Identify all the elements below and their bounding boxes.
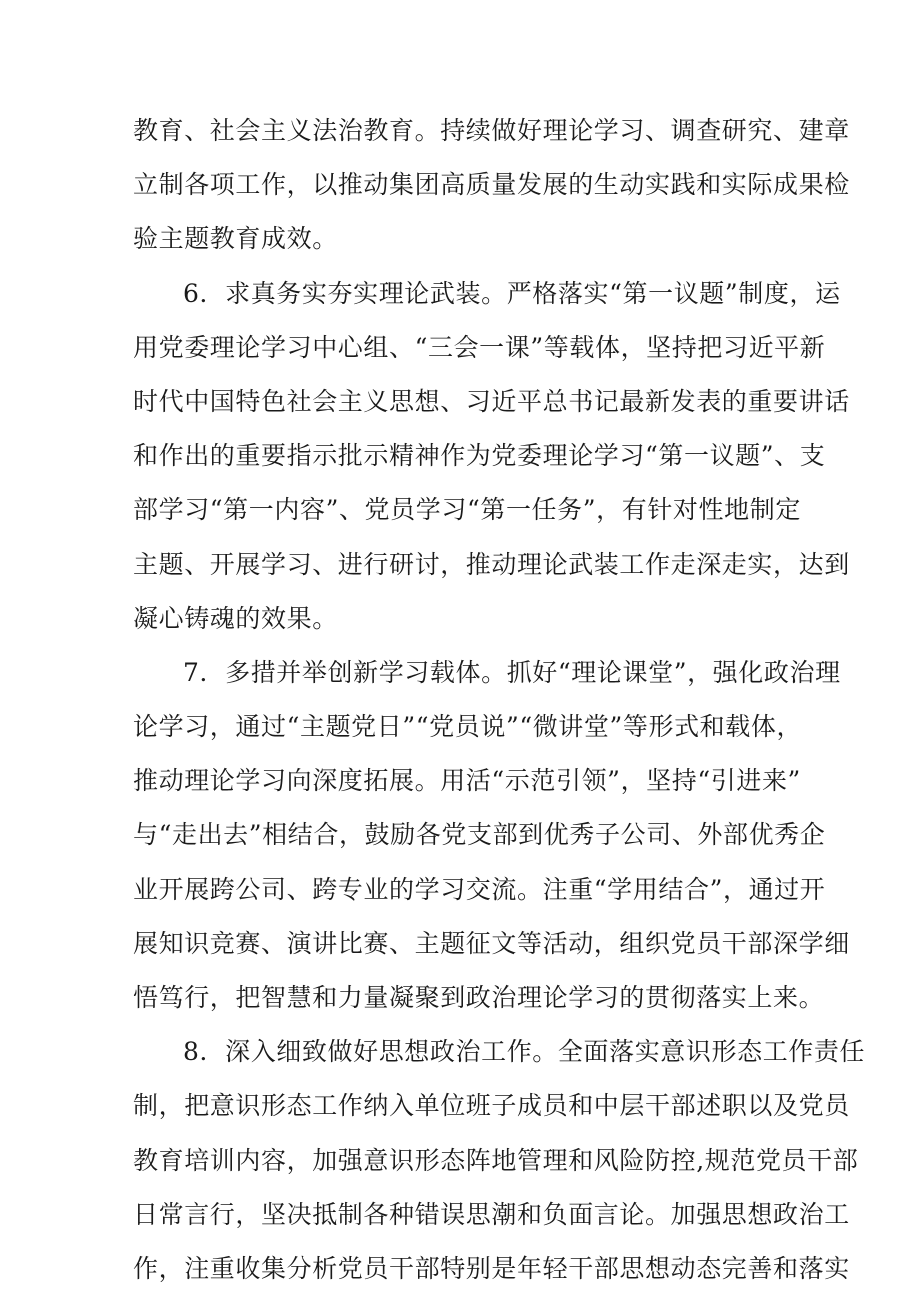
text-line: 时代中国特色社会主义思想、习近平总书记最新发表的重要讲话 [133,386,850,416]
document-body [133,104,866,1296]
text-line: 部学习“第一内容”、党员学习“第一任务”，有针对性地制定 [133,495,801,525]
text-line: 立制各项工作，以推动集团高质量发展的生动实践和实际成果检 [133,170,850,200]
paragraph-8-heading-line: 8．深入细致做好思想政治工作。全面落实意识形态工作责任 [183,1037,866,1067]
paragraph-6-heading-line: 6．求真务实夯实理论武装。严格落实“第一议题”制度，运 [183,278,841,308]
text-line: 制，把意识形态工作纳入单位班子成员和中层干部述职以及党员 [133,1091,850,1121]
text-line: 展知识竞赛、演讲比赛、主题征文等活动，组织党员干部深学细 [133,928,850,958]
text-line: 悟笃行，把智慧和力量凝聚到政治理论学习的贯彻落实上来。 [133,983,825,1012]
text-line: 推动理论学习向深度拓展。用活“示范引领”，坚持“引进来” [133,766,801,796]
text-line: 用党委理论学习中心组、“三会一课”等载体，坚持把习近平新 [133,332,826,362]
text-line: 业开展跨公司、跨专业的学习交流。注重“学用结合”，通过开 [133,874,826,904]
text-line: 教育、社会主义法治教育。持续做好理论学习、调查研究、建章 [133,116,850,145]
text-line: 和作出的重要指示批示精神作为党委理论学习“第一议题”、支 [133,441,826,471]
text-line: 日常言行，坚决抵制各种错误思潮和负面言论。加强思想政治工 [133,1199,850,1229]
text-line: 作，注重收集分析党员干部特别是年轻干部思想动态完善和落实 [133,1253,850,1283]
paragraph-7-heading-line: 7．多措并举创新学习载体。抓好“理论课堂”，强化政治理 [183,657,841,687]
text-line: 凝心铸魂的效果。 [133,603,338,633]
text-line: 教育培训内容，加强意识形态阵地管理和风险防控,规范党员干部 [133,1145,859,1175]
text-line: 主题、开展学习、进行研讨，推动理论武装工作走深走实，达到 [133,549,850,579]
text-line: 与“走出去”相结合，鼓励各党支部到优秀子公司、外部优秀企 [133,820,826,850]
text-line: 验主题教育成效。 [133,224,338,254]
text-line: 论学习，通过“主题党日”“党员说”“微讲堂”等形式和载体， [133,712,803,742]
